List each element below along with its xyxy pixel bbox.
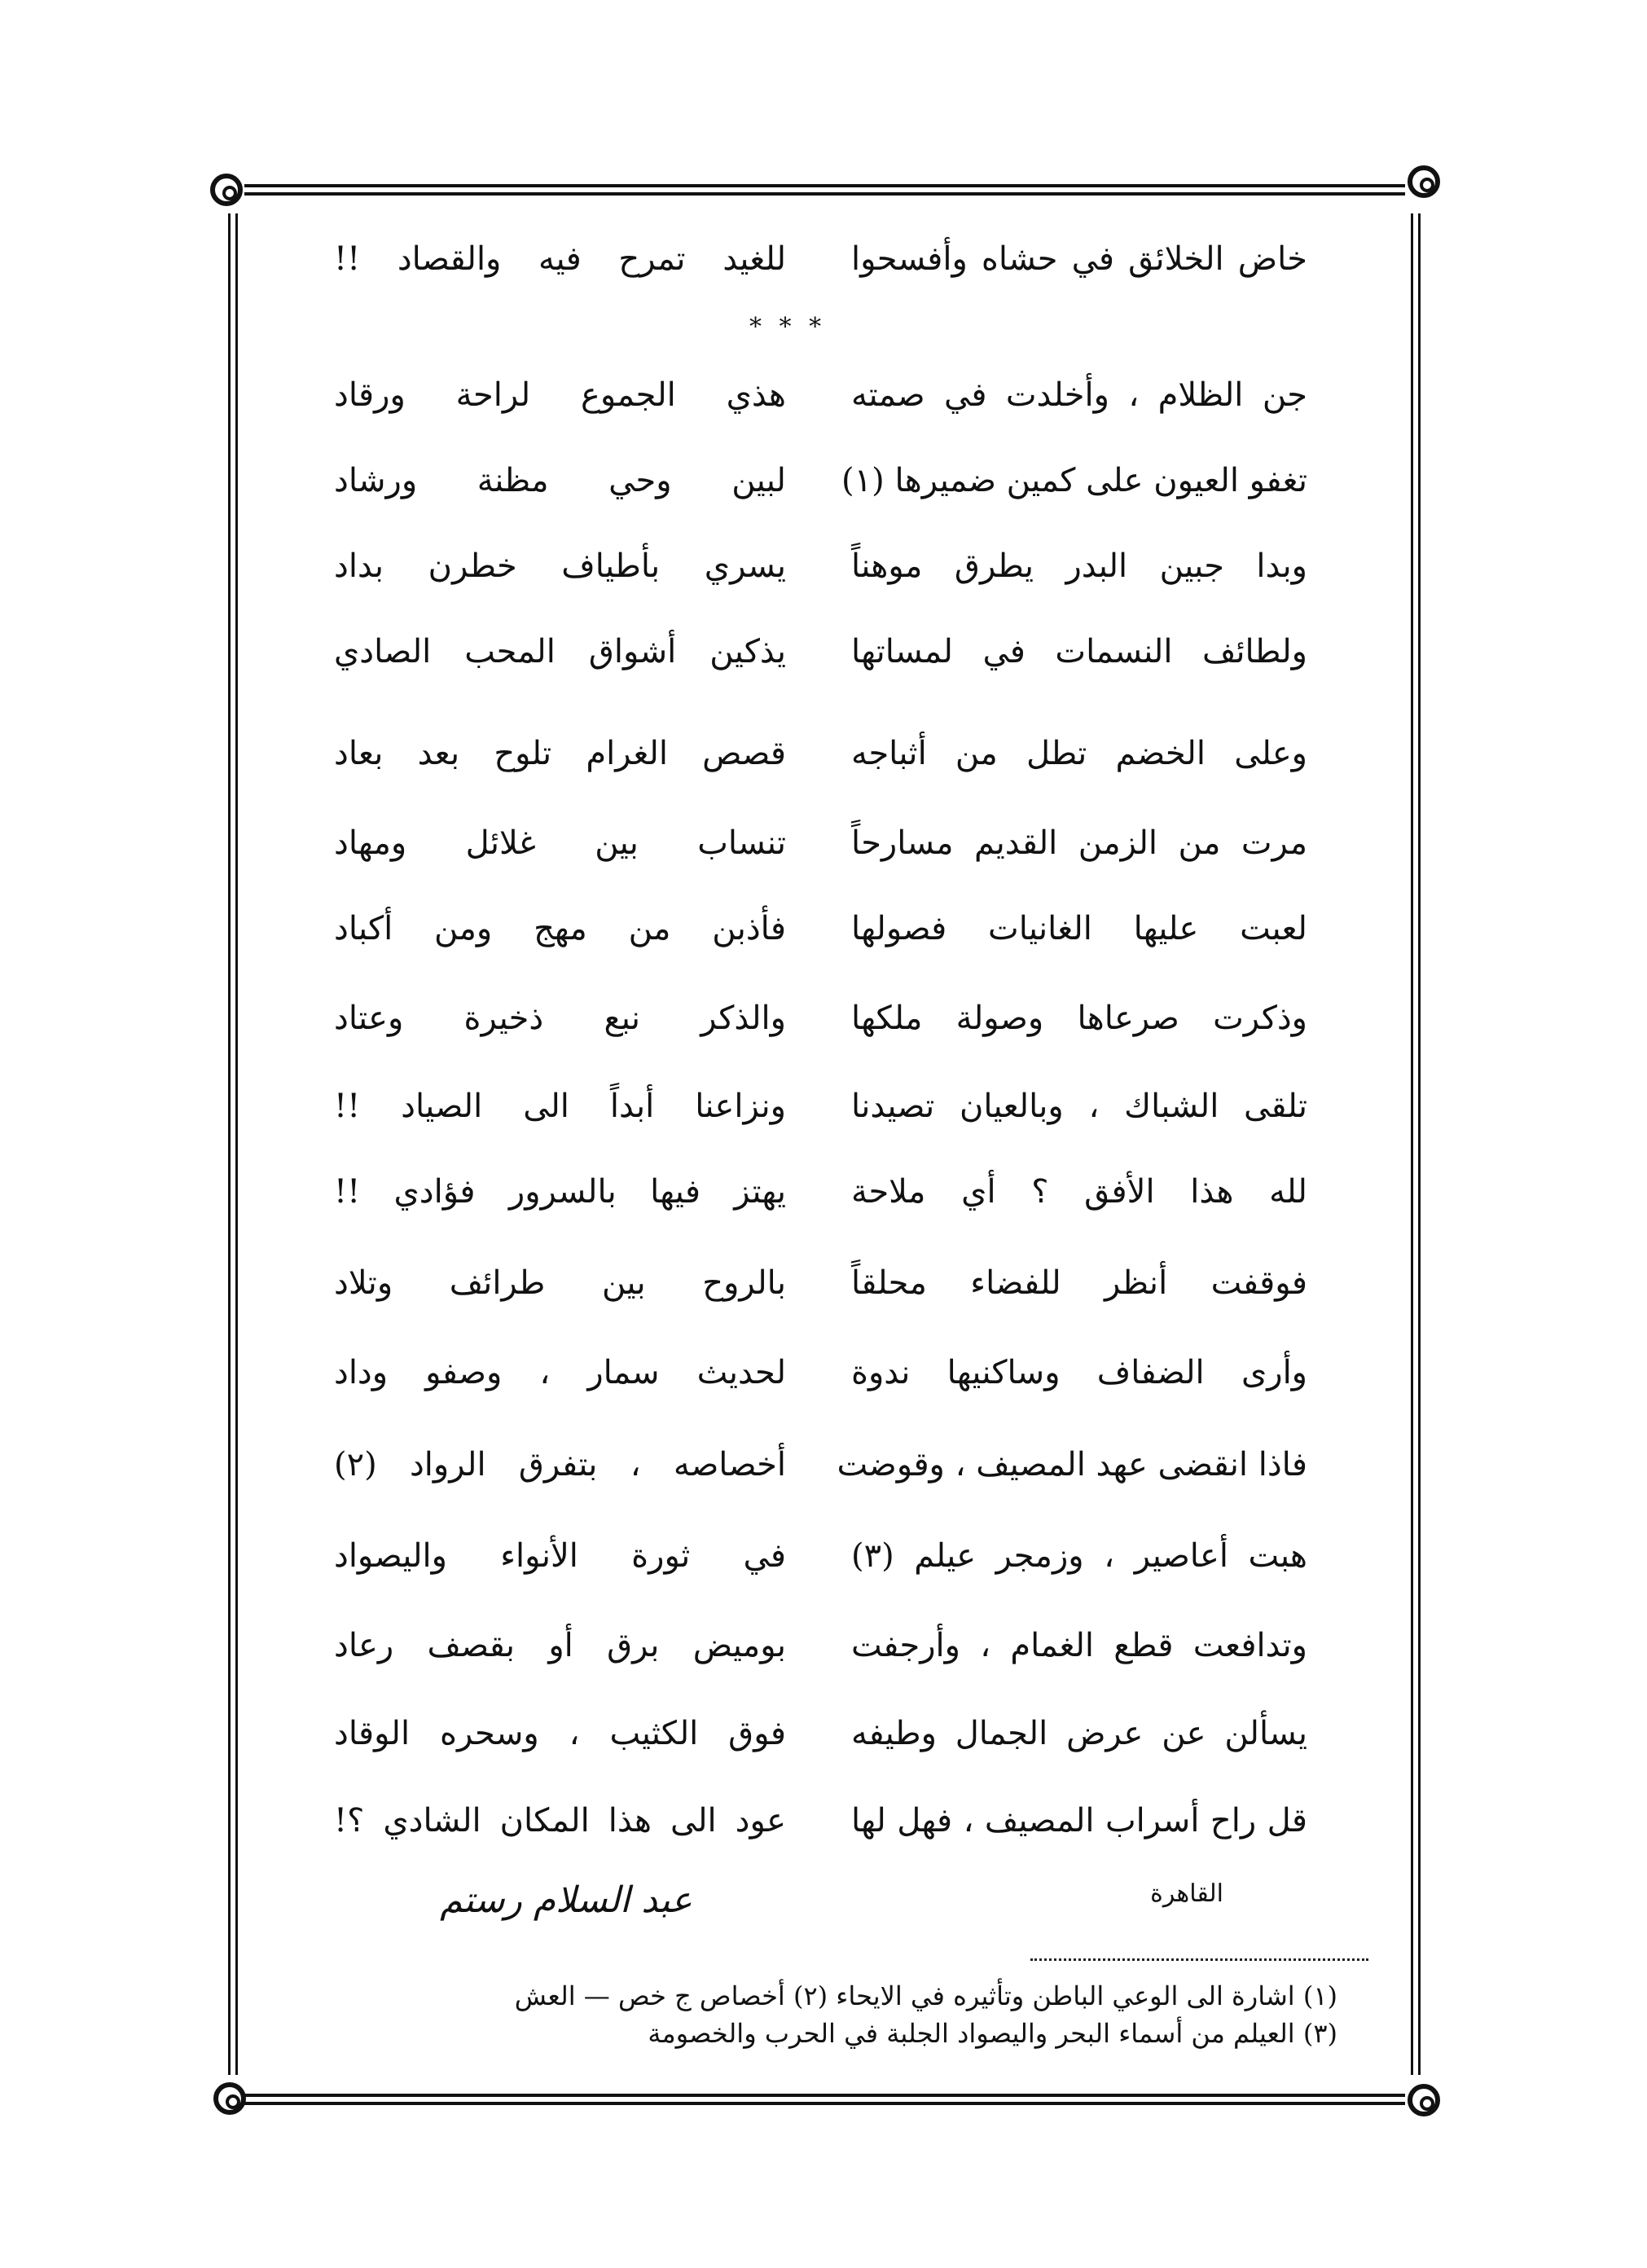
verse-second-hemistich: يهتز فيها بالسرور فؤادي !! xyxy=(334,1173,786,1211)
verse-first-hemistich: وذكرت صرعاها وصولة ملكها xyxy=(851,1000,1307,1037)
verse-line xyxy=(334,1532,1307,1580)
verse-second-hemistich: تنساب بين غلائل ومهاد xyxy=(334,824,786,862)
verse-first-hemistich: هبت أعاصير ، وزمجر عيلم (٣) xyxy=(851,1537,1307,1575)
corner-ornament-icon xyxy=(210,174,243,206)
verse-first-hemistich: فاذا انقضى عهد المصيف ، وقوضت xyxy=(837,1446,1307,1483)
verse-line xyxy=(334,627,1307,676)
section-separator: * * * xyxy=(749,313,827,341)
corner-ornament-icon xyxy=(213,2082,246,2115)
verse-first-hemistich: جن الظلام ، وأخلدت في صمته xyxy=(851,376,1307,414)
verse-line xyxy=(334,1348,1307,1397)
verse-second-hemistich: للغيد تمرح فيه والقصاد !! xyxy=(334,240,786,278)
verse-first-hemistich: فوقفت أنظر للفضاء محلقاً xyxy=(851,1264,1307,1302)
verse-first-hemistich: خاض الخلائق في حشاه وأفسحوا xyxy=(851,240,1307,278)
verse-line xyxy=(334,371,1307,420)
verse-first-hemistich: لله هذا الأفق ؟ أي ملاحة xyxy=(851,1173,1307,1211)
footnote: (٣) العيلم من أسماء البحر واليصواد الجلبة في الحرب والخصومة xyxy=(648,2018,1337,2049)
verse-line xyxy=(334,235,1307,284)
corner-ornament-icon xyxy=(1408,2084,1440,2116)
verse-second-hemistich: عود الى هذا المكان الشادي ؟! xyxy=(334,1802,786,1839)
verse-first-hemistich: وتدافعت قطع الغمام ، وأرجفت xyxy=(851,1627,1307,1664)
verse-line xyxy=(334,1440,1307,1489)
verse-line xyxy=(334,1796,1307,1845)
verse-second-hemistich: لحديث سمار ، وصفو وداد xyxy=(334,1354,786,1391)
verse-second-hemistich: في ثورة الأنواء واليصواد xyxy=(334,1537,786,1575)
verse-line xyxy=(334,904,1307,953)
verse-first-hemistich: وعلى الخضم تطل من أثباجه xyxy=(851,735,1307,772)
verse-second-hemistich: والذكر نبع ذخيرة وعتاد xyxy=(334,1000,786,1037)
verse-second-hemistich: فوق الكثيب ، وسحره الوقاد xyxy=(334,1715,786,1752)
bottom-border-rule xyxy=(244,2094,1405,2105)
place-of-writing: القاهرة xyxy=(1150,1879,1223,1908)
verse-second-hemistich: يذكين أشواق المحب الصادي xyxy=(334,633,786,670)
verse-first-hemistich: مرت من الزمن القديم مسارحاً xyxy=(851,824,1307,862)
verse-second-hemistich: يسري بأطياف خطرن بداد xyxy=(334,547,786,585)
verse-line xyxy=(334,1621,1307,1670)
left-border-rule xyxy=(228,213,238,2075)
verse-line xyxy=(334,994,1307,1043)
verse-second-hemistich: ونزاعنا أبداً الى الصياد !! xyxy=(334,1088,786,1125)
footnote-divider xyxy=(1030,1958,1368,1961)
verse-first-hemistich: تلقى الشباك ، وبالعيان تصيدنا xyxy=(851,1088,1307,1125)
verse-second-hemistich: بالروح بين طرائف وتلاد xyxy=(334,1264,786,1302)
verse-first-hemistich: وبدا جبين البدر يطرق موهناً xyxy=(851,547,1307,585)
verse-line xyxy=(334,819,1307,868)
verse-line xyxy=(334,1259,1307,1308)
verse-first-hemistich: تغفو العيون على كمين ضميرها (١) xyxy=(841,462,1307,499)
verse-second-hemistich: لبين وحي مظنة ورشاد xyxy=(334,462,786,499)
verse-second-hemistich: هذي الجموع لراحة ورقاد xyxy=(334,376,786,414)
verse-first-hemistich: يسألن عن عرض الجمال وطيفه xyxy=(851,1715,1307,1752)
author-signature: عبد السلام رستم xyxy=(440,1879,692,1921)
right-border-rule xyxy=(1411,213,1421,2075)
verse-line xyxy=(334,729,1307,778)
verse-second-hemistich: فأذبن من مهج ومن أكباد xyxy=(334,910,786,947)
verse-first-hemistich: لعبت عليها الغانيات فصولها xyxy=(851,910,1307,947)
verse-line xyxy=(334,1167,1307,1216)
verse-first-hemistich: وأرى الضفاف وساكنيها ندوة xyxy=(851,1354,1307,1391)
verse-line xyxy=(334,1082,1307,1131)
verse-second-hemistich: بوميض برق أو بقصف رعاد xyxy=(334,1627,786,1664)
footnote: (١) اشارة الى الوعي الباطن وتأثيره في الايحاء (٢) أخصاص ج خص — العش xyxy=(514,1980,1337,2011)
corner-ornament-icon xyxy=(1408,165,1440,198)
verse-second-hemistich: قصص الغرام تلوح بعد بعاد xyxy=(334,735,786,772)
verse-first-hemistich: ولطائف النسمات في لمساتها xyxy=(851,633,1307,670)
verse-line xyxy=(334,542,1307,591)
verse-line xyxy=(334,1709,1307,1758)
top-border-rule xyxy=(244,184,1405,196)
verse-second-hemistich: أخصاصه ، بتفرق الرواد (٢) xyxy=(334,1446,786,1483)
verse-first-hemistich: قل راح أسراب المصيف ، فهل لها xyxy=(851,1802,1307,1839)
verse-line xyxy=(334,456,1307,505)
